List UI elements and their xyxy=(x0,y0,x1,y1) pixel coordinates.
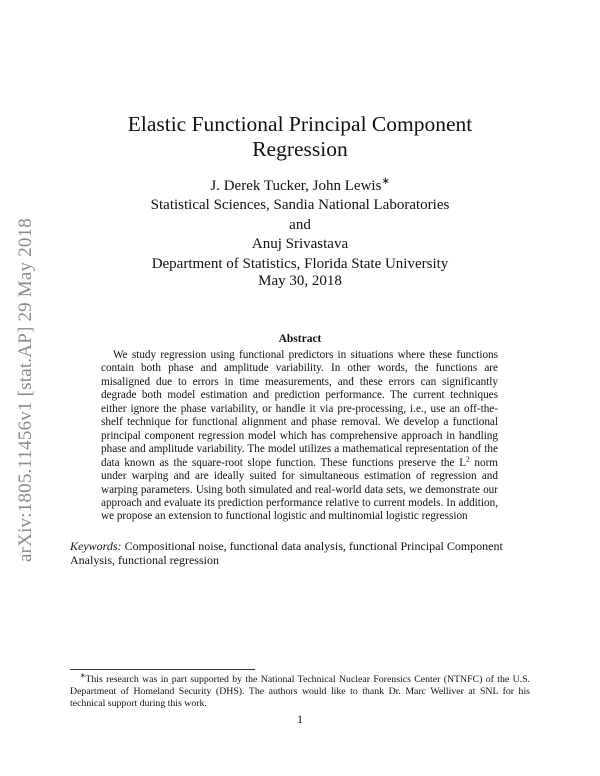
footnote-marker: ∗ xyxy=(80,672,86,680)
keywords xyxy=(70,539,530,567)
author-names-2: Anuj Srivastava xyxy=(251,236,349,253)
author-conjunction: and xyxy=(289,216,311,233)
paper-date: May 30, 2018 xyxy=(258,273,342,289)
author-block xyxy=(70,177,530,274)
abstract-body: We study regression using functional predictors in situations where these functions contain both phase and amplitude variability. In other words, the functions are misaligned due to errors in time measurements, and these errors can significantly degrade both model estimation and prediction performance. The current techniques either ignore the phase variability, or handle it via pre-processing, i.e., use an off-the-shelf technique for functional alignment and phase removal. We develop a functional principal component regression model which has comprehensive approach in handling phase and amplitude variability. The model utilizes a mathematical representation of the data known as the square-root slope function. These functions preserve the $L^2$ norm under warping and are ideally suited for simultaneous estimation of regression and warping parameters. Using both simulated and real-world data sets, we demonstrate our approach and evaluate its prediction performance relative to current models. In addition, we propose an extension to functional logistic and multinomial logistic regression xyxy=(101,349,498,523)
author-names-1: J. Derek Tucker, John Lewis∗ xyxy=(210,176,390,194)
keywords-text: Compositional noise, functional data analysis, functional Principal Component Analysis, functional regression xyxy=(70,539,503,567)
paper-title-line-1: Elastic Functional Principal Component xyxy=(127,112,473,136)
author-footnote-marker: ∗ xyxy=(381,176,390,187)
page-number: 1 xyxy=(297,712,303,726)
paper-title-line-2: Regression xyxy=(252,137,348,161)
author-affiliation-1: Statistical Sciences, Sandia National Laboratories xyxy=(150,197,450,214)
abstract-heading: Abstract xyxy=(278,333,322,345)
footnote xyxy=(70,674,530,711)
footnote-text: This research was in part supported by the National Technical Nuclear Forensics Center (NTNFC) of the U.S. Department of Homeland Security (DHS). The authors would like to thank Dr. Marc Welliver at SNL for his technical support during this work. xyxy=(70,674,530,710)
author-affiliation-2: Department of Statistics, Florida State University xyxy=(151,255,449,272)
footnote-divider xyxy=(70,669,255,670)
arxiv-identifier xyxy=(6,200,46,580)
keywords-label: Keywords: xyxy=(70,539,122,553)
paper-title xyxy=(70,112,530,162)
arxiv-identifier-text: arXiv:1805.11456v1 [stat.AP] 29 May 2018 xyxy=(15,218,36,562)
abstract-superscript: 2 xyxy=(466,454,470,463)
